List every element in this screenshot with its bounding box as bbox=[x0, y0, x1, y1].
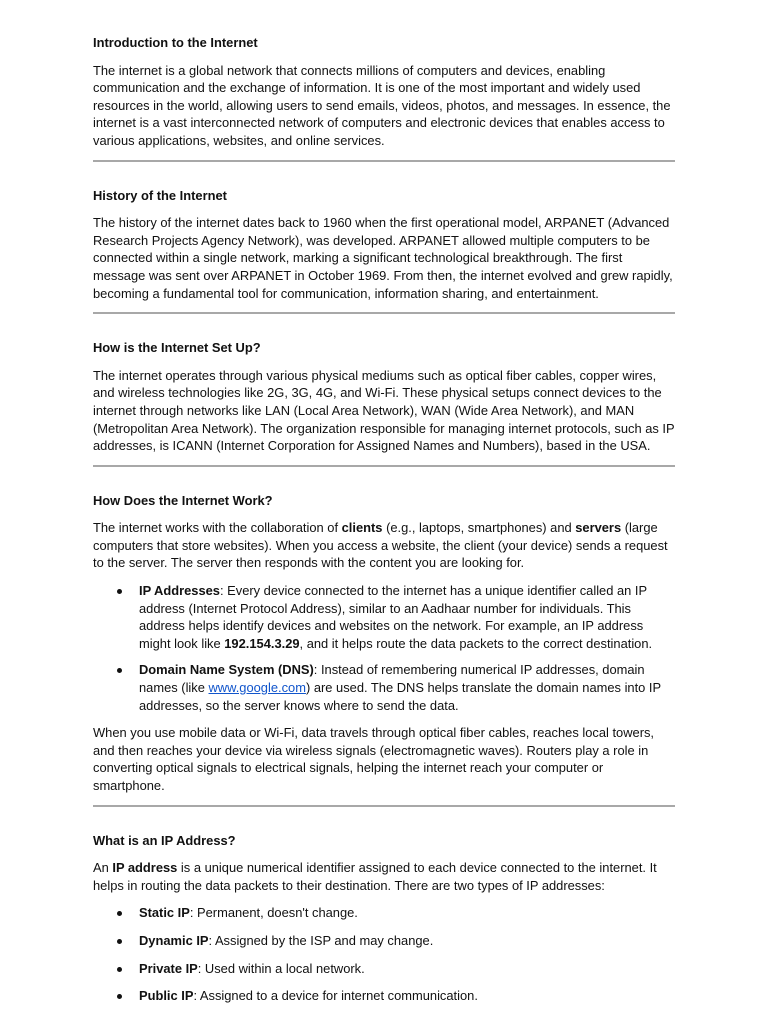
divider bbox=[93, 465, 675, 467]
section-how-it-works bbox=[93, 492, 675, 795]
heading-ip-address: What is an IP Address? bbox=[93, 832, 236, 848]
paragraph-how-it-works-intro: The internet works with the collaboration of clients (e.g., laptops, smartphones) and servers (large computers that store websites). When you access a website, the client (your device) sends a request to the server. The server then responds with the content you are looking for. bbox=[93, 520, 668, 571]
google-link[interactable]: www.google.com bbox=[208, 680, 306, 696]
term-ip-address: IP address bbox=[112, 860, 178, 876]
term-ip-addresses: IP Addresses bbox=[139, 583, 220, 599]
term-servers: servers bbox=[575, 520, 622, 536]
paragraph-setup: The internet operates through various physical mediums such as optical fiber cables, copper wires, and wireless technologies like 2G, 3G, 4G, and Wi-Fi. These physical setups connect devices to the internet through networks like LAN (Local Area Network), WAN (Wide Area Network), and MAN (Metropolitan Area Network). The organization responsible for managing internet protocols, such as IP addresses, is ICANN (Internet Corporation for Assigned Names and Numbers), based in the USA. bbox=[93, 367, 675, 454]
term-clients: clients bbox=[341, 520, 383, 536]
heading-setup: How is the Internet Set Up? bbox=[93, 340, 261, 356]
section-ip-address bbox=[93, 832, 675, 1005]
how-it-works-list bbox=[93, 582, 675, 714]
list-item-ip-addresses: IP Addresses: Every device connected to the internet has a unique identifier called an IP address (Internet Protocol Address), similar to an Aadhaar number for individuals. This address helps identify devices and websites on the network. For example, an IP address might look like 192.154.3.29, and it helps route the data packets to the correct destination. bbox=[139, 582, 675, 652]
list-item-dns: Domain Name System (DNS): Instead of remembering numerical IP addresses, domain names (like www.google.com) are used. The DNS helps translate the domain names into IP addresses, so the server knows where to send the data. bbox=[139, 661, 675, 714]
section-setup bbox=[93, 339, 675, 455]
paragraph-history: The history of the internet dates back to 1960 when the first operational model, ARPANET (Advanced Research Projects Agency Network), was developed. ARPANET allowed multiple computers to be connected within a single network, marking a significant technological breakthrough. The first message was sent over ARPANET in October 1969. From then, the internet evolved and grew rapidly, becoming a fundamental tool for communication, information sharing, and entertainment. bbox=[93, 215, 673, 301]
ip-types-list bbox=[93, 904, 675, 1004]
divider bbox=[93, 805, 675, 807]
list-item-public-ip: Public IP: Assigned to a device for internet communication. bbox=[139, 987, 675, 1005]
term-dns: Domain Name System (DNS) bbox=[139, 662, 314, 678]
paragraph-ip-address: An IP address is a unique numerical identifier assigned to each device connected to the internet. It helps in routing the data packets to their destination. There are two types of IP addresses: bbox=[93, 860, 657, 893]
list-item-private-ip: Private IP: Used within a local network. bbox=[139, 960, 675, 978]
section-introduction bbox=[93, 34, 675, 150]
example-ip: 192.154.3.29 bbox=[224, 635, 300, 651]
section-history bbox=[93, 187, 675, 303]
divider bbox=[93, 160, 675, 162]
paragraph-introduction: The internet is a global network that connects millions of computers and devices, enabling communication and the exchange of information. It is one of the most important and widely used resources in the world, allowing users to send emails, videos, photos, and messages. In essence, the internet is a vast interconnected network of computers and electronic devices that enables access to various applications, websites, and online services. bbox=[93, 62, 671, 148]
heading-history: History of the Internet bbox=[93, 187, 227, 203]
heading-how-it-works: How Does the Internet Work? bbox=[93, 492, 273, 508]
list-item-static-ip: Static IP: Permanent, doesn't change. bbox=[139, 904, 675, 922]
divider bbox=[93, 312, 675, 314]
document-page bbox=[93, 34, 675, 1015]
heading-introduction: Introduction to the Internet bbox=[93, 35, 258, 50]
list-item-dynamic-ip: Dynamic IP: Assigned by the ISP and may change. bbox=[139, 932, 675, 950]
paragraph-how-it-works-outro: When you use mobile data or Wi-Fi, data travels through optical fiber cables, reaches local towers, and then reaches your device via wireless signals (electromagnetic waves). Routers play a role in converting optical signals to electrical signals, helping the internet reach your computer or smartphone. bbox=[93, 725, 655, 793]
